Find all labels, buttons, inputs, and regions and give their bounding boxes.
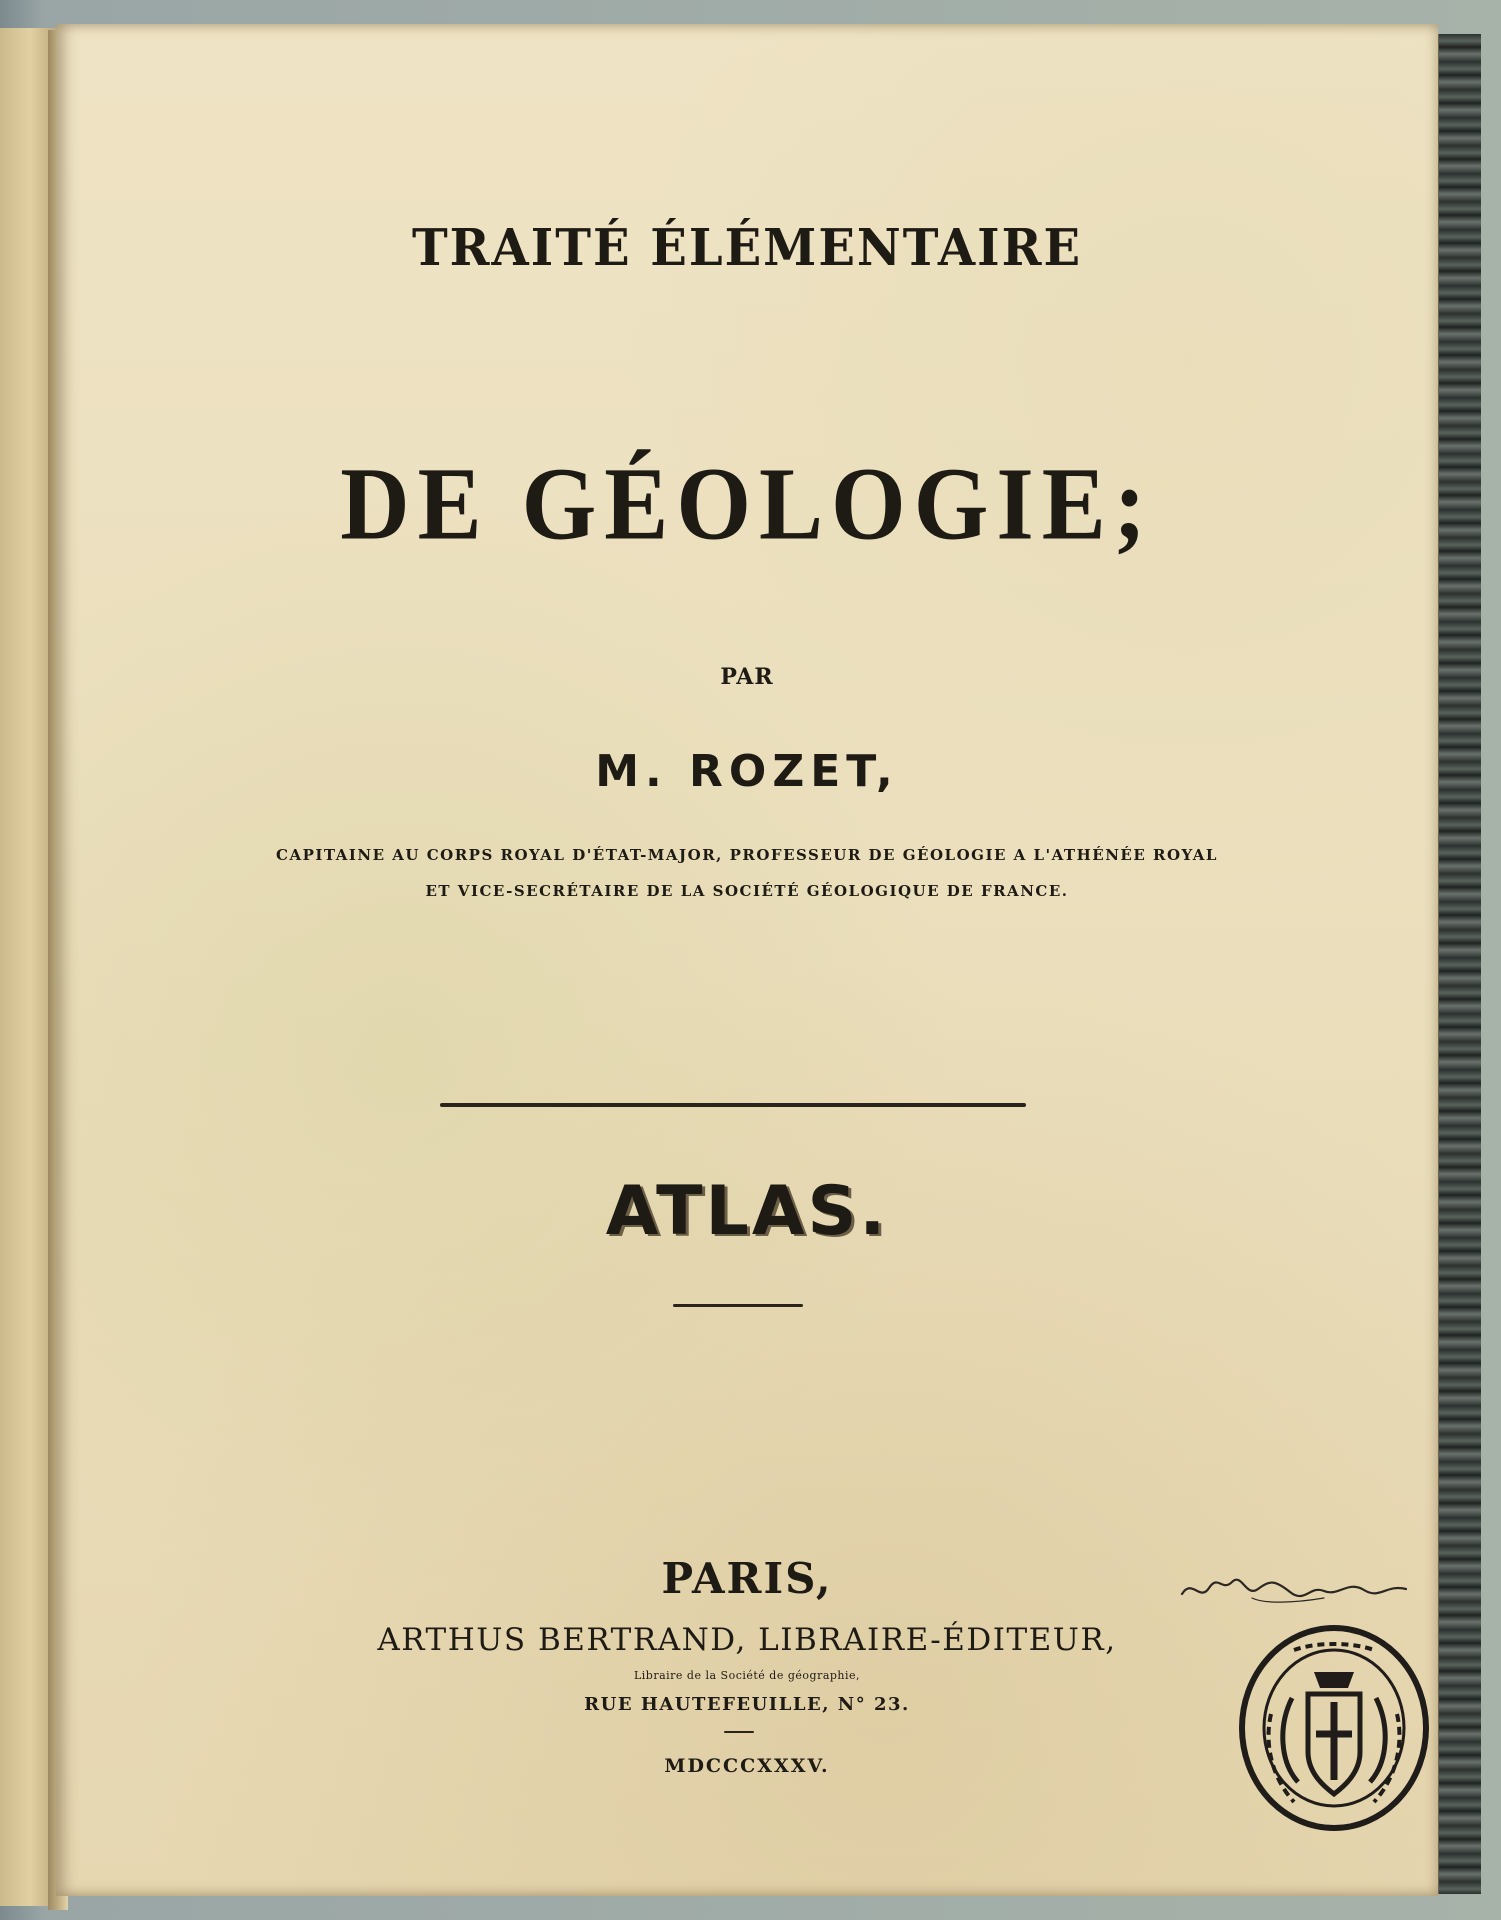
publisher-note: Libraire de la Société de géographie, [633,1669,861,1682]
title-page [56,24,1438,1896]
author-credentials-line-2: ET VICE-SECRÉTAIRE DE LA SOCIÉTÉ GÉOLOGIQUE DE FRANCE. [425,882,1069,900]
small-divider [724,1731,754,1733]
publication-year: MDCCCXXXV. [664,1755,830,1777]
publisher-name: ARTHUS BERTRAND, LIBRAIRE-ÉDITEUR, [377,1622,1117,1658]
marbled-cover-edge [1436,34,1481,1894]
section-title: ATLAS. [605,1172,889,1251]
section-divider [440,1103,1026,1107]
handwritten-signature [1174,1570,1414,1610]
publisher-address: RUE HAUTEFEUILLE, N° 23. [584,1694,910,1715]
by-label: PAR [720,664,774,690]
library-stamp-icon [1236,1622,1432,1834]
publication-city: PARIS, [661,1554,833,1603]
author-name: M. ROZET, [595,746,899,797]
title-line-1: TRAITÉ ÉLÉMENTAIRE [411,218,1083,278]
ornamental-divider [673,1304,803,1307]
title-line-2: DE GÉOLOGIE; [340,445,1154,562]
author-credentials-line-1: CAPITAINE AU CORPS ROYAL D'ÉTAT-MAJOR, PROFESSEUR DE GÉOLOGIE A L'ATHÉNÉE ROYAL [276,846,1218,864]
